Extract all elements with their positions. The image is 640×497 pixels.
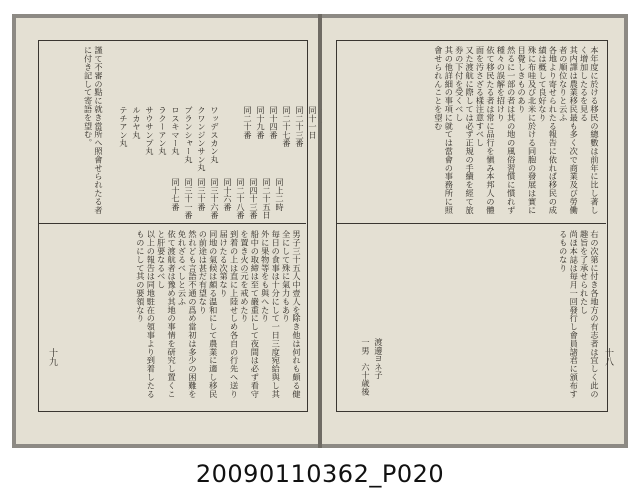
text-column: 其の他詳細の事項に就ては當會の事務所に照會せられんことを望む bbox=[433, 46, 455, 214]
text-column: 各地より寄せられたる報告に依れば移民の成績は概して良好なり bbox=[537, 46, 559, 214]
left-page-number: 十九 bbox=[47, 348, 57, 366]
left-page bbox=[16, 18, 318, 444]
schedule-entry: 同三十六番 bbox=[210, 178, 220, 219]
text-column: 其内譯は農業移民最も多く次で商業及び勞働者の順位なりと云ふ bbox=[558, 46, 580, 214]
text-column: 船中の取締は至て嚴重にして夜間は必ず看守を置き火の元を戒めたり bbox=[239, 230, 261, 398]
right-body-upper bbox=[342, 46, 600, 218]
book-spread bbox=[12, 14, 628, 448]
text-column: 到着の上は直に上陸せしめ各自の行先へ送り届けたる次第なり bbox=[219, 230, 240, 398]
text-column: 右の次第に付き各地方の有志者は宜しく此の趣旨を了承せられたし bbox=[579, 230, 600, 398]
schedule-meta: 同二十七番 bbox=[282, 106, 292, 147]
ship-name: テチアン丸 bbox=[119, 106, 129, 147]
text-column: 然るに一部の者は其の地の風俗習慣に慣れず種々の誤解を招けり bbox=[496, 46, 517, 214]
text-column: 又た渡航に際しては必ず正規の手續を經て旅券の下付を受くべし bbox=[454, 46, 476, 214]
ship-names-column bbox=[104, 46, 234, 216]
ship-name: サウサンプ丸 bbox=[145, 106, 155, 156]
schedule-meta: 同二十三番 bbox=[295, 106, 305, 147]
text-column: 毎日の食事は十分にして一日三度宛給與し其外に果物等をも與へたり bbox=[260, 230, 282, 398]
schedule-meta: 同二十番 bbox=[243, 106, 253, 139]
text-column: 然れども言語不通の爲め當初は多少の困難を免れざるべしと云ふ bbox=[177, 230, 198, 398]
text-column: 殊に布哇及び北米に於ける同胞の發展は實に目覺しきものあり bbox=[517, 46, 538, 214]
ship-name: ラクーアン丸 bbox=[158, 106, 168, 156]
left-top-note: 謹て不審の點に就き當所へ照會せられたる者に付き記して寄語を望む。 bbox=[83, 46, 104, 214]
schedule-entry: 同二十五日 bbox=[262, 178, 272, 219]
schedule-meta: 同十一日 bbox=[308, 106, 318, 139]
text-column: 同地の氣候は頗る温和にして農業に適し移民の前途は甚だ有望なり bbox=[198, 230, 219, 398]
schedule-entry: 同二十八番 bbox=[236, 178, 246, 219]
schedule-entry: 同十七番 bbox=[171, 178, 181, 211]
text-column: 依て渡航者は豫め其地の事情を研究し置くこと肝要なるべし bbox=[156, 230, 178, 398]
schedule-entry: 同四十三番 bbox=[249, 178, 259, 219]
ship-name: ワッデスカン丸 bbox=[210, 106, 220, 164]
left-body-text bbox=[44, 230, 302, 404]
ship-name: ブランシャー丸 bbox=[184, 106, 194, 164]
schedule-meta: 同十四番 bbox=[269, 106, 279, 139]
ship-name: ルカヤ丸 bbox=[132, 106, 142, 139]
schedule-entry: 同十六番 bbox=[223, 178, 233, 211]
ship-name: ロスキマー丸 bbox=[171, 106, 181, 156]
schedule-entry: 同三十番 bbox=[197, 178, 207, 211]
schedule-meta: 同十九番 bbox=[256, 106, 266, 139]
right-body-lower bbox=[384, 230, 600, 404]
right-page bbox=[322, 18, 624, 444]
schedule-entry: 同三十一番 bbox=[184, 178, 194, 219]
text-column: 本年度に於ける移民の總數は前年に比し著しく增加したるを見る bbox=[579, 46, 600, 214]
right-page-number: 十八 bbox=[603, 348, 613, 366]
text-column: 依て移民たる者は常に品行を愼み本邦人の體面を汚さざる樣注意すべし bbox=[475, 46, 496, 214]
signature-block bbox=[346, 278, 398, 398]
schedule-entry: 同上二時 bbox=[275, 178, 285, 211]
text-column: 以上の報告は同地駐在の領事より到着したるものにして其の要領なり bbox=[135, 230, 157, 398]
ship-name: クワンジンサン丸 bbox=[197, 106, 207, 172]
right-section-divider bbox=[336, 223, 606, 224]
image-caption: 20090110362_P020 bbox=[195, 460, 445, 488]
text-column: 男子三十五人中壹人を除き他は何れも頗る健全にして殊に氣力もあり bbox=[281, 230, 302, 398]
left-section-divider bbox=[38, 223, 306, 224]
text-column: 尚ほ本誌は毎月一回發行し會員諸君に頒布するものなり bbox=[558, 230, 580, 398]
signature-meta: 一男 六十歳後 bbox=[361, 338, 371, 396]
signature: 渡邊ヨネ子 bbox=[374, 338, 384, 379]
